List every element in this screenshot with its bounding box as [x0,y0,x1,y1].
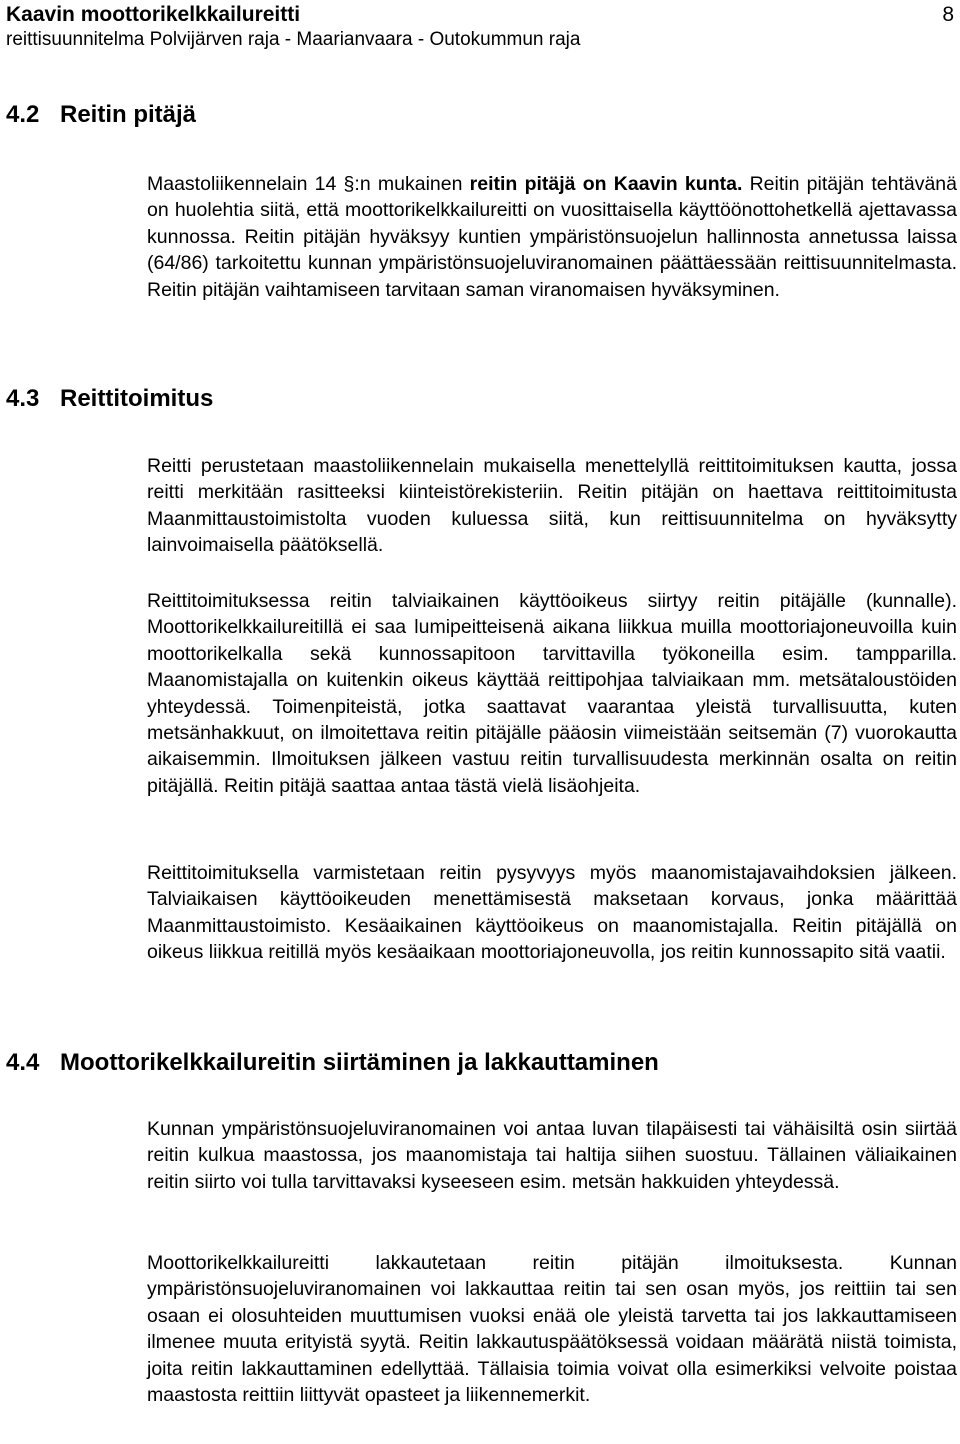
section-number: 4.2 [6,101,40,128]
paragraph: Reittitoimituksella varmistetaan reitin pysyvyys myös maanomistajavaihdoksien jälkeen. Talviaikaisen käyttöoikeuden menettämisestä maksetaan korvaus, jonka määrittää Maanmittaustoimisto. Kesäaikainen käyttöoikeus on maanomistajalla. Reitin pitäjällä on oikeus liikkua reitillä myös kesäaikaan moottoriajoneuvolla, jos reitin kunnossapito sitä vaatii. [147,862,957,964]
section-title: Reitin pitäjä [60,101,197,128]
section-title: Reittitoimitus [60,385,214,412]
paragraph [147,171,957,303]
paragraph: Reitti perustetaan maastoliikennelain mukaisella menettelyllä reittitoimituksen kautta, jossa reitti merkitään rasitteeksi kiinteistörekisteriin. Reitin pitäjän on haettava reittitoimitusta Maanmittaustoimistolta vuoden kuluessa siitä, kun reittisuunnitelma on hyväksytty lainvoimaisella päätöksellä. [147,455,957,557]
section-number: 4.4 [6,1049,40,1076]
section-heading-4-2 [6,100,196,130]
section-title: Moottorikelkkailureitin siirtäminen ja lakkauttaminen [60,1049,659,1076]
paragraph-text: Reitin pitäjän tehtävänä on huolehtia siitä, että moottorikelkkailureitti on vuosittaisella käyttöönottohetkellä ajettavassa kunnossa. Reitin pitäjän hyväksyy kuntien ympäristönsuojelun hallinnosta annetussa laissa (64/86) tarkoitettu kunnan ympäristönsuojeluviranomainen päättäessään reittisuunnitelmasta. Reitin pitäjän vaihtamiseen tarvitaan saman viranomaisen hyväksyminen. [147,173,957,301]
paragraph-text: Maastoliikennelain 14 §:n mukainen [147,173,470,195]
section-heading-4-4 [6,1048,659,1078]
paragraph: Moottorikelkkailureitti lakkautetaan reitin pitäjän ilmoituksesta. Kunnan ympäristönsuojeluviranomainen voi lakkauttaa reitin tai sen osan myös, jos reittiin tai sen osaan ei olosuhteiden muuttumisen vuoksi enää ole yleistä tarvetta tai jos lakkauttamiseen ilmenee muuta erityistä syytä. Reitin lakkautuspäätöksessä voidaan määrätä niistä toimista, joita reitin lakkauttaminen edellyttää. Tällaisia toimia voivat olla esimerkiksi velvoite poistaa maastosta reittiin liittyvät opasteet ja liikennemerkit. [147,1252,957,1407]
emphasis-text: reitin pitäjä on Kaavin kunta. [469,173,743,195]
page-number: 8 [942,3,954,26]
document-subtitle: reittisuunnitelma Polvijärven raja - Maarianvaara - Outokummun raja [6,29,581,50]
paragraph: Kunnan ympäristönsuojeluviranomainen voi antaa luvan tilapäisesti tai vähäisiltä osin siirtää reitin kulkua maastossa, jos maanomistaja tai haltija siihen suostuu. Tällainen väliaikainen reitin siirto voi tulla tarvittavaksi kyseeseen esim. metsän hakkuiden yhteydessä. [147,1118,957,1193]
document-title: Kaavin moottorikelkkailureitti [6,3,301,26]
section-heading-4-3 [6,384,213,414]
section-number: 4.3 [6,385,40,412]
paragraph: Reittitoimituksessa reitin talviaikainen käyttöoikeus siirtyy reitin pitäjälle (kunnalle). Moottorikelkkailureitillä ei saa lumipeitteisenä aikana liikkua muilla moottoriajoneuvoilla kuin moottorikelkalla sekä kunnossapitoon tarvittavilla työkoneilla esim. tampparilla. Maanomistajalla on kuitenkin oikeus käyttää reittipohjaa talviaikaan mm. metsätaloustöiden yhteydessä. Toimenpiteistä, jotka saattavat vaarantaa yleistä turvallisuutta, kuten metsänhakkuut, on ilmoitettava reitin pitäjälle pääosin viimeistään seitsemän (7) vuorokautta aikaisemmin. Ilmoituksen jälkeen vastuu reitin turvallisuudesta merkinnän osalta on reitin pitäjällä. Reitin pitäjä saattaa antaa tästä vielä lisäohjeita. [147,590,957,797]
page-header [6,2,956,52]
